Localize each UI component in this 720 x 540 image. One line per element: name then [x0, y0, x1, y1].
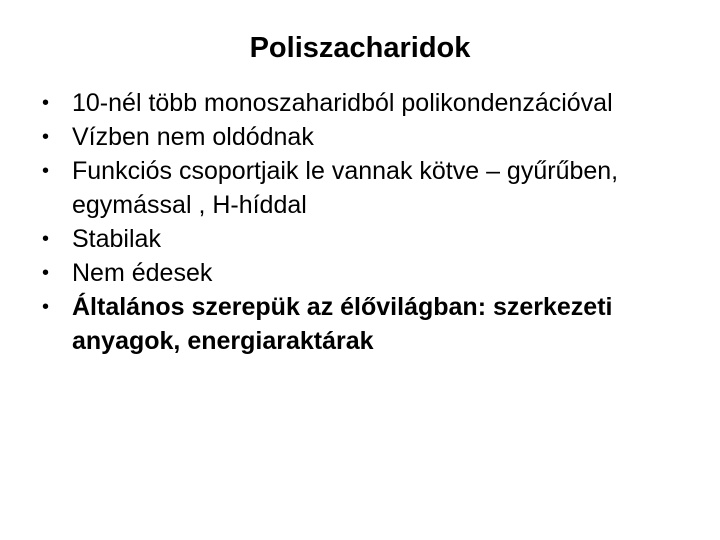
bullet-item	[36, 120, 686, 154]
bullet-dot-icon: •	[42, 126, 50, 148]
bullet-dot-icon: •	[42, 296, 50, 318]
bullet-text: Nem édesek	[72, 259, 213, 287]
bullet-text: Funkciós csoportjaik le vannak kötve – gyűrűben, egymással , H-híddal	[72, 157, 619, 219]
slide-title: Poliszacharidok	[249, 32, 471, 64]
bullet-dot-icon: •	[42, 262, 50, 284]
bullet-dot-icon: •	[42, 228, 50, 250]
bullet-dot-icon: •	[42, 92, 50, 114]
bullet-item	[36, 256, 686, 290]
bullet-item	[36, 222, 686, 256]
bullet-item	[36, 154, 686, 222]
bullet-dot-icon: •	[42, 160, 50, 182]
bullet-item	[36, 86, 686, 120]
bullet-text: Általános szerepük az élővilágban: szerkezeti anyagok, energiaraktárak	[72, 293, 613, 355]
bullet-list	[36, 86, 686, 358]
bullet-item	[36, 290, 686, 358]
bullet-text: Vízben nem oldódnak	[72, 123, 314, 151]
bullet-text: Stabilak	[72, 225, 161, 253]
bullet-text: 10-nél több monoszaharidból polikondenzációval	[72, 89, 613, 117]
